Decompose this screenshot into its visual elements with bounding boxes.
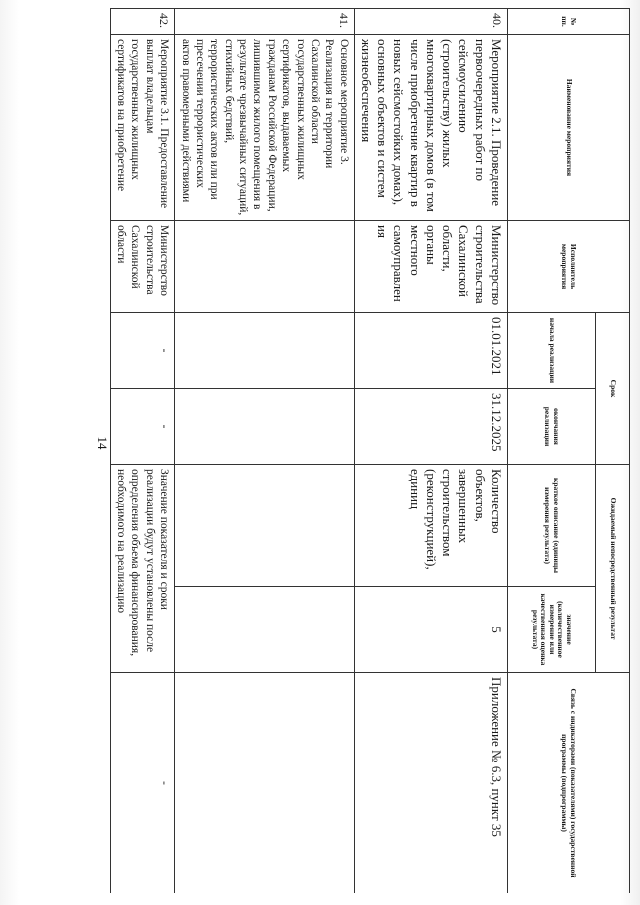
header-expected-value: значение (количественное измерение или качественная оценка результата) <box>508 587 596 673</box>
row-short <box>175 465 355 587</box>
row-executor <box>175 221 355 313</box>
row-executor: Министерство строительства Сахалинской области <box>110 221 175 313</box>
row-value: 5 <box>354 587 507 673</box>
header-executor: Исполнитель мероприятия <box>508 221 630 313</box>
header-term: Срок <box>596 313 630 465</box>
measures-table <box>110 8 630 893</box>
row-start: - <box>110 313 175 389</box>
table-row <box>175 9 355 894</box>
row-executor: Министерство строительства Сахалинской области, органы местного самоуправления <box>354 221 507 313</box>
row-end: 31.12.2025 <box>354 389 507 465</box>
page-number: 14 <box>95 436 110 450</box>
header-num: № пп. <box>508 9 630 35</box>
row-start <box>175 313 355 389</box>
row-link <box>175 673 355 893</box>
header-row <box>596 9 630 894</box>
header-expected: Ожидаемый непосредственный результат <box>596 465 630 673</box>
row-end: - <box>110 389 175 465</box>
header-name: Наименование мероприятия <box>508 35 630 221</box>
row-end <box>175 389 355 465</box>
header-expected-short: краткое описание (единицы измерения результата) <box>508 465 596 587</box>
row-num: 41. <box>175 9 355 35</box>
row-start: 01.01.2021 <box>354 313 507 389</box>
document-sheet <box>110 8 630 893</box>
table-row <box>354 9 507 894</box>
header-link: Связь с индикаторами (показателями) государственной программы (подпрограммы) <box>508 673 630 893</box>
row-num: 40. <box>354 9 507 35</box>
row-name: Основное мероприятие 3. Реализация на территории Сахалинской области государственных жилищных сертификатов, выдаваемых гражданам Российской Федерации, лишившимся жилого помещения в результате чрезвычайных ситуаций, стихийных бедствий, террористических актов или при пресечении террористических актов правомерными действиями <box>175 35 355 221</box>
header-term-start: начала реализации <box>508 313 596 389</box>
row-name: Мероприятие 2.1. Проведение первоочередных работ по сейсмоусилению (строительству) жилых многоквартирных домов (в том числе приобретение квартир в новых сейсмостойких домах), основных объектов и систем жизнеобеспечения <box>354 35 507 221</box>
table-row <box>110 9 175 894</box>
row-value <box>175 587 355 673</box>
header-term-end: окончания реализации <box>508 389 596 465</box>
row-link: Приложение № 6.3, пункт 35 <box>354 673 507 893</box>
row-name: Мероприятие 3.1. Предоставление выплат владельцам государственных жилищных сертификатов на приобретение <box>110 35 175 221</box>
row-short: Количество объектов, завершенных строительством (реконструкцией), единиц <box>354 465 507 587</box>
row-num: 42. <box>110 9 175 35</box>
row-short-merged: Значение показателя и сроки реализации будут установлены после определения объема финансирования, необходимого на реализацию <box>110 465 175 673</box>
row-link: - <box>110 673 175 893</box>
rotated-table-container <box>110 8 630 893</box>
